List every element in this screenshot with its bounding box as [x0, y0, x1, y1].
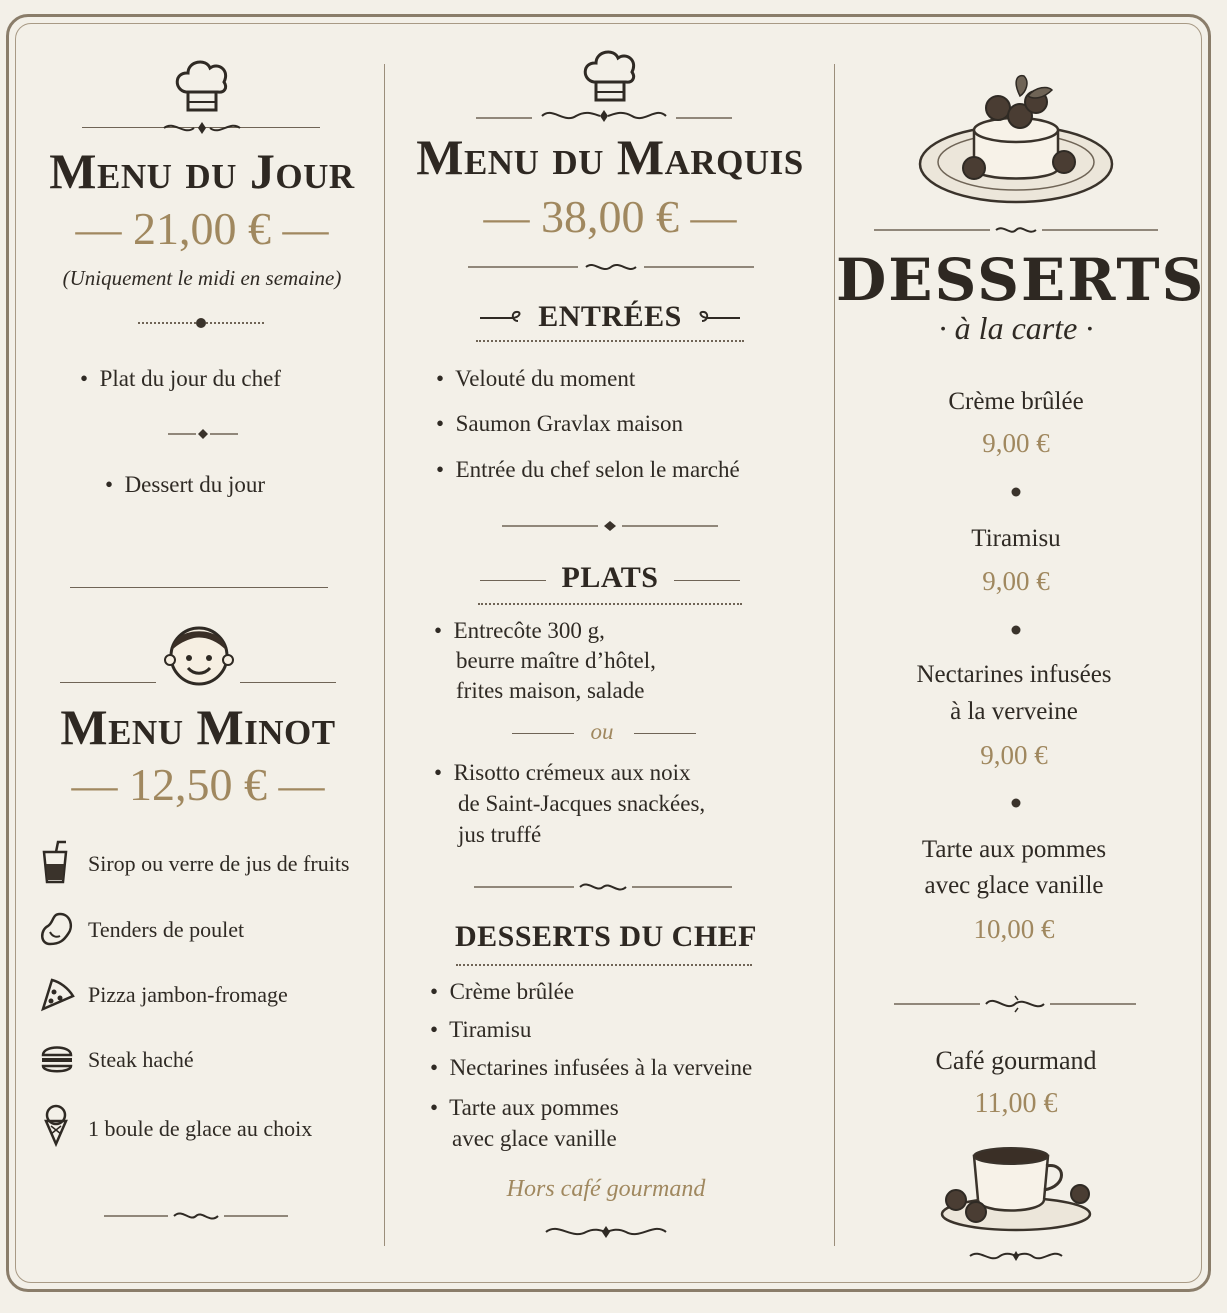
desserts-chef-dotted-rule	[456, 964, 752, 966]
plats-heading: PLATS	[561, 561, 659, 594]
menu-jour-note: (Uniquement le midi en semaine)	[62, 266, 342, 290]
menu-minot-price: — 12,50 € —	[71, 759, 325, 810]
minot-rule-right	[240, 682, 336, 683]
entree-item: • Velouté du moment	[436, 366, 636, 391]
coffee-cup-icon	[936, 1142, 1096, 1234]
minot-item: 1 boule de glace au choix	[88, 1116, 313, 1141]
dot-separator	[1011, 487, 1021, 497]
entree-item: • Entrée du chef selon le marché	[436, 457, 740, 482]
menu-marquis-title: Menu du Marquis	[416, 129, 804, 185]
burger-icon	[40, 1043, 74, 1075]
dessert-carte-name: Nectarines infusées	[916, 661, 1112, 688]
minot-item: Sirop ou verre de jus de fruits	[88, 851, 350, 876]
flourish-icon	[542, 1220, 670, 1244]
entrees-dotted-rule	[476, 340, 744, 342]
dessert-plate-icon	[916, 72, 1116, 206]
scroll-ornament-icon	[694, 309, 742, 327]
chef-hat-icon	[172, 58, 232, 116]
menu-jour-item: • Plat du jour du chef	[80, 366, 281, 391]
drink-icon	[40, 840, 70, 884]
dessert-carte-price: 9,00 €	[982, 428, 1050, 458]
minot-item: Tenders de poulet	[88, 917, 245, 942]
desserts-carte-subtitle: · à la carte ·	[938, 310, 1094, 346]
plat-item-line: jus truffé	[458, 822, 542, 847]
dessert-chef-item: • Nectarines infusées à la verveine	[430, 1055, 753, 1080]
cafe-gourmand-name: Café gourmand	[935, 1046, 1097, 1075]
dessert-carte-price: 9,00 €	[982, 566, 1050, 596]
flourish-icon	[966, 1248, 1066, 1264]
flourish-icon	[160, 118, 244, 138]
diamond-ornament-icon	[502, 520, 718, 532]
dot-separator	[1011, 625, 1021, 635]
plats-dotted-rule	[478, 603, 742, 605]
plats-rule-right	[674, 580, 740, 581]
minot-item: Pizza jambon-fromage	[88, 982, 288, 1007]
minot-rule-left	[60, 682, 156, 683]
menu-jour-price: — 21,00 € —	[75, 203, 329, 254]
flourish-icon	[474, 877, 732, 897]
dessert-carte-name-line: avec glace vanille	[924, 872, 1104, 899]
dessert-chef-item-line: avec glace vanille	[452, 1126, 617, 1151]
desserts-chef-note: Hors café gourmand	[506, 1176, 706, 1202]
dessert-carte-price: 9,00 €	[980, 740, 1048, 770]
minot-item: Steak haché	[88, 1047, 194, 1072]
flourish-icon	[476, 104, 732, 128]
menu-jour-title: Menu du Jour	[49, 143, 355, 199]
ou-rule-right	[634, 733, 696, 734]
dessert-carte-name: Tiramisu	[971, 525, 1061, 552]
entree-item: • Saumon Gravlax maison	[436, 411, 683, 436]
dessert-carte-price: 10,00 €	[973, 914, 1055, 944]
desserts-chef-heading: DESSERTS DU CHEF	[454, 920, 758, 953]
dessert-chef-item: • Tiramisu	[430, 1017, 532, 1042]
entrees-heading: ENTRÉES	[538, 300, 682, 333]
plat-item: • Risotto crémeux aux noix	[434, 760, 691, 785]
section-rule	[70, 587, 328, 588]
child-face-icon	[164, 620, 234, 688]
plat-item-line: frites maison, salade	[456, 678, 645, 703]
menu-minot-title: Menu Minot	[60, 699, 336, 755]
flourish-icon	[468, 258, 754, 276]
desserts-carte-title: DESSERTS	[836, 246, 1206, 314]
dot-ornament-icon	[195, 317, 207, 329]
dessert-carte-name: Crème brûlée	[948, 388, 1084, 415]
plat-item-line: beurre maître d’hôtel,	[456, 648, 656, 673]
pizza-icon	[40, 976, 76, 1012]
dessert-carte-name-line: à la verveine	[950, 698, 1078, 725]
flourish-icon	[894, 992, 1136, 1018]
column-divider-right	[834, 64, 835, 1246]
dot-separator	[1011, 798, 1021, 808]
diamond-ornament-icon	[168, 428, 238, 440]
plats-or: ou	[590, 719, 614, 744]
menu-marquis-price: — 38,00 € —	[483, 191, 737, 242]
plat-item: • Entrecôte 300 g,	[434, 618, 605, 643]
dessert-chef-item: • Tarte aux pommes	[430, 1095, 619, 1120]
flourish-icon	[874, 222, 1158, 238]
chef-hat-icon	[580, 48, 640, 106]
column-divider-left	[384, 64, 385, 1246]
menu-jour-item: • Dessert du jour	[105, 472, 266, 497]
cafe-gourmand-price: 11,00 €	[974, 1088, 1058, 1119]
plat-item-line: de Saint-Jacques snackées,	[458, 791, 706, 816]
chicken-icon	[40, 910, 74, 946]
dessert-chef-item: • Crème brûlée	[430, 979, 575, 1004]
dessert-carte-name: Tarte aux pommes	[921, 836, 1107, 863]
ice-cream-icon	[42, 1104, 70, 1146]
flourish-icon	[104, 1206, 288, 1226]
